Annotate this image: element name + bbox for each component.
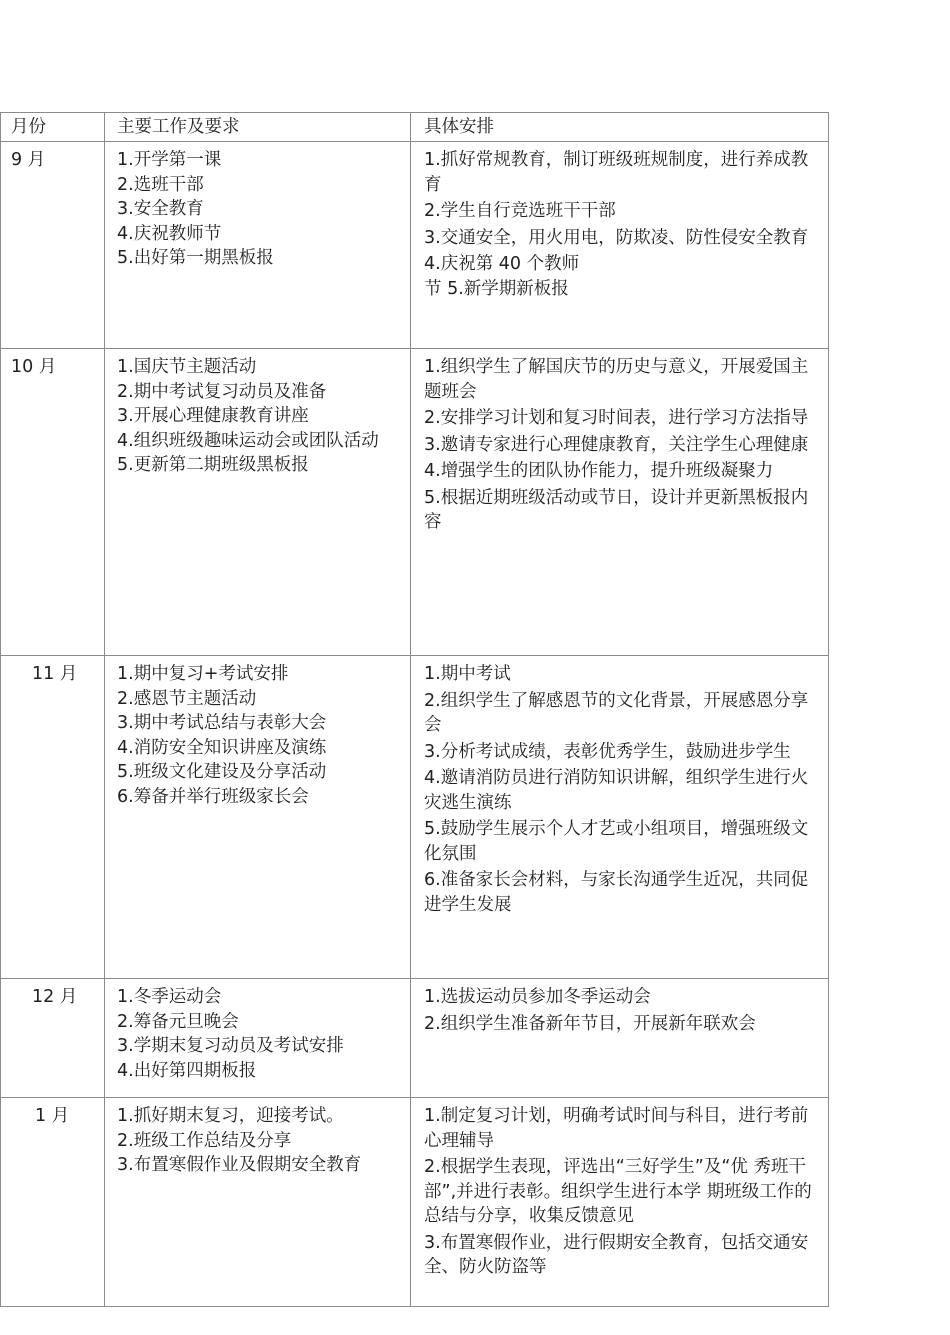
month-cell: 1 月 bbox=[1, 1098, 105, 1307]
work-cell bbox=[105, 1098, 411, 1307]
detail-item: 1.制定复习计划，明确考试时间与科目，进行考前心理辅导 bbox=[424, 1106, 809, 1151]
work-cell bbox=[105, 349, 411, 656]
detail-item: 2.安排学习计划和复习时间表，进行学习方法指导 bbox=[424, 408, 809, 428]
work-cell bbox=[105, 656, 411, 979]
work-item: 3.学期末复习动员及考试安排 bbox=[117, 1036, 344, 1056]
work-item: 5.班级文化建设及分享活动 bbox=[117, 762, 327, 782]
detail-item: 1.选拔运动员参加冬季运动会 bbox=[424, 987, 651, 1007]
work-item: 2.期中考试复习动员及准备 bbox=[117, 381, 327, 402]
table-row-september bbox=[1, 142, 829, 349]
month-cell: 11 月 bbox=[1, 656, 105, 979]
detail-item: 5.根据近期班级活动或节日，设计并更新黑板报内容 bbox=[424, 487, 809, 532]
header-month: 月份 bbox=[1, 113, 105, 142]
detail-item: 2.根据学生表现，评选出“三好学生”及“优 秀班干部”,并进行表彰。组织学生进行本学 期班级工作的总结与分享，收集反馈意见 bbox=[424, 1157, 812, 1226]
detail-cell bbox=[411, 142, 829, 349]
work-item: 3.安全教育 bbox=[117, 199, 204, 219]
monthly-plan-table bbox=[0, 112, 829, 1307]
detail-item: 1.期中考试 bbox=[424, 664, 511, 684]
month-cell: 12 月 bbox=[1, 979, 105, 1098]
detail-item: 4.邀请消防员进行消防知识讲解，组织学生进行火灾逃生演练 bbox=[424, 768, 809, 813]
work-item: 3.布置寒假作业及假期安全教育 bbox=[117, 1155, 362, 1175]
work-item: 1.冬季运动会 bbox=[117, 987, 222, 1007]
work-item: 2.选班干部 bbox=[117, 174, 204, 195]
detail-item: 2.学生自行竞选班干干部 bbox=[424, 201, 616, 221]
detail-item: 3.分析考试成绩，表彰优秀学生，鼓励进步学生 bbox=[424, 741, 791, 762]
work-item: 3.开展心理健康教育讲座 bbox=[117, 406, 309, 426]
work-item: 1.开学第一课 bbox=[117, 150, 222, 170]
detail-item: 3.交通安全，用火用电，防欺凌、防性侵安全教育 bbox=[424, 227, 809, 248]
work-item: 1.国庆节主题活动 bbox=[117, 357, 257, 377]
work-item: 2.班级工作总结及分享 bbox=[117, 1130, 292, 1151]
work-item: 1.抓好期末复习，迎接考试。 bbox=[117, 1106, 344, 1126]
work-item: 4.组织班级趣味运动会或团队活动 bbox=[117, 430, 379, 451]
detail-cell bbox=[411, 1098, 829, 1307]
header-arrangement: 具体安排 bbox=[411, 113, 829, 142]
work-item: 1.期中复习+考试安排 2.感恩节主题活动 bbox=[117, 664, 289, 709]
table-row-january bbox=[1, 1098, 829, 1307]
detail-item: 3.邀请专家进行心理健康教育，关注学生心理健康 bbox=[424, 434, 809, 455]
work-item: 5.出好第一期黑板报 bbox=[117, 248, 274, 268]
table-row-december bbox=[1, 979, 829, 1098]
month-cell: 9 月 bbox=[1, 142, 105, 349]
work-item: 4.消防安全知识讲座及演练 bbox=[117, 737, 327, 758]
detail-cell bbox=[411, 349, 829, 656]
work-item: 6.筹备并举行班级家长会 bbox=[117, 786, 309, 807]
detail-item: 2.组织学生准备新年节目，开展新年联欢会 bbox=[424, 1013, 756, 1034]
work-item: 3.期中考试总结与表彰大会 bbox=[117, 713, 327, 733]
work-item: 5.更新第二期班级黑板报 bbox=[117, 455, 309, 475]
detail-item: 4.增强学生的团队协作能力，提升班级凝聚力 bbox=[424, 461, 774, 481]
work-item: 4.出好第四期板报 bbox=[117, 1060, 257, 1081]
detail-item: 1.组织学生了解国庆节的历史与意义，开展爱国主题班会 bbox=[424, 357, 809, 402]
work-item: 2.筹备元旦晚会 bbox=[117, 1011, 239, 1032]
detail-item: 2.组织学生了解感恩节的文化背景，开展感恩分享会 bbox=[424, 690, 809, 735]
detail-cell bbox=[411, 979, 829, 1098]
detail-item: 4.庆祝第 40 个教师节 5.新学期新板报 bbox=[424, 254, 580, 299]
detail-item: 3.布置寒假作业，进行假期安全教育，包括交通安全、防火防盗等 bbox=[424, 1232, 809, 1277]
work-cell bbox=[105, 979, 411, 1098]
work-cell bbox=[105, 142, 411, 349]
header-main-work: 主要工作及要求 bbox=[105, 113, 411, 142]
detail-item: 1.抓好常规教育，制订班级班规制度，进行养成教育 bbox=[424, 150, 809, 195]
detail-item: 5.鼓励学生展示个人才艺或小组项目，增强班级文化氛围 bbox=[424, 819, 809, 864]
table-row-november bbox=[1, 656, 829, 979]
work-item: 4.庆祝教师节 bbox=[117, 223, 222, 244]
table-row-october bbox=[1, 349, 829, 656]
month-cell: 10 月 bbox=[1, 349, 105, 656]
detail-item: 6.准备家长会材料，与家长沟通学生近况，共同促进学生发展 bbox=[424, 870, 809, 915]
table-header-row bbox=[1, 113, 829, 142]
detail-cell bbox=[411, 656, 829, 979]
